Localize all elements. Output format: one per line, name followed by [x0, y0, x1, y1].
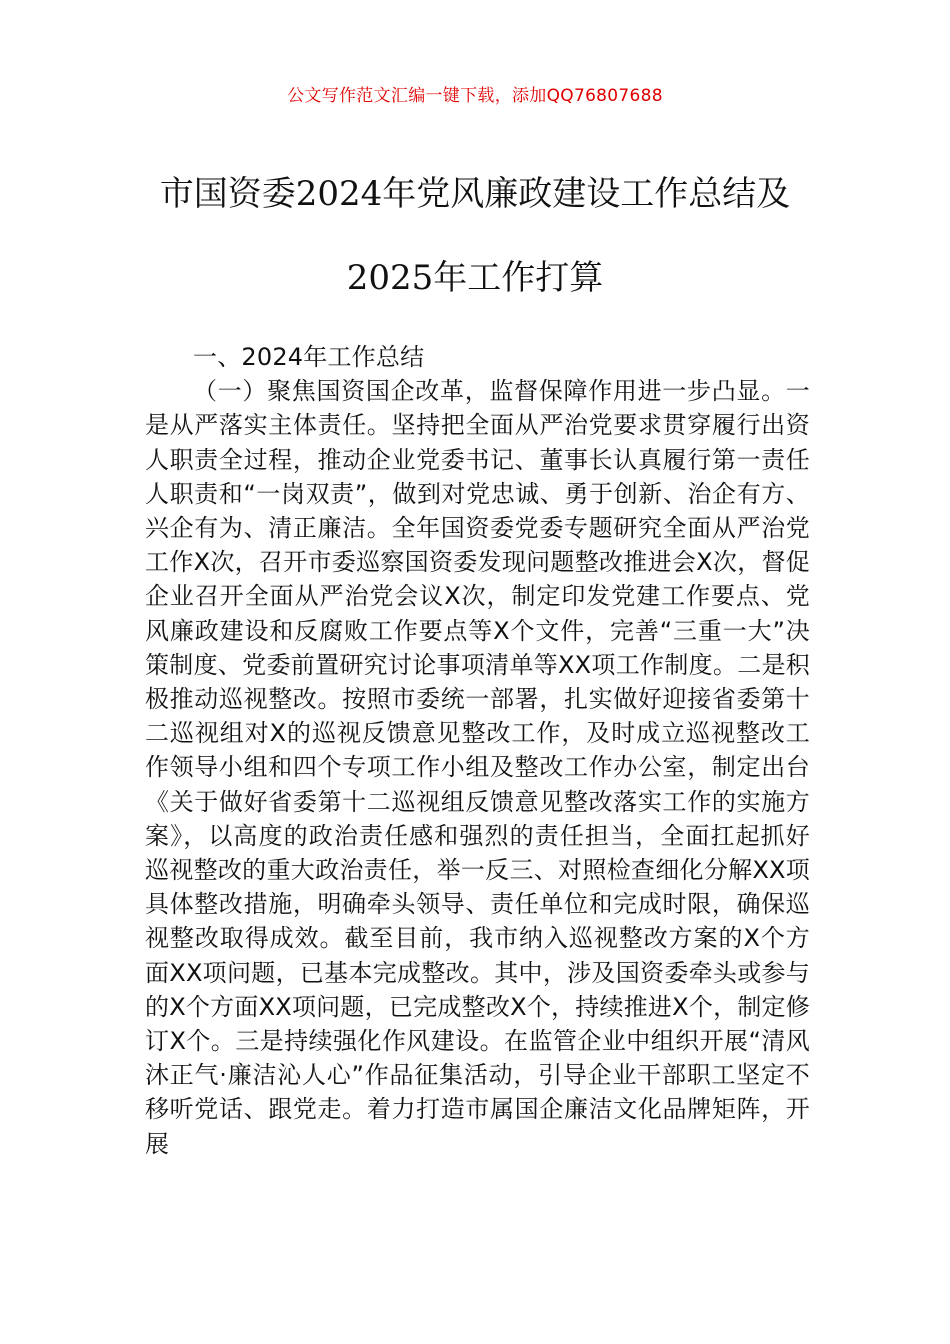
download-notice: 公文写作范文汇编一键下载，添加QQ76807688	[287, 86, 663, 106]
document-body	[145, 340, 810, 1161]
paragraph-state-reform-supervision: （一）聚焦国资国企改革，监督保障作用进一步凸显。一是从严落实主体责任。坚持把全面从严治党要求贯穿履行出资人职责全过程，推动企业党委书记、董事长认真履行第一责任人职责和“一岗双责”，做到对党忠诚、勇于创新、治企有方、兴企有为、清正廉洁。全年国资委党委专题研究全面从严治党工作X次，召开市委巡察国资委发现问题整改推进会X次，督促企业召开全面从严治党会议X次，制定印发党建工作要点、党风廉政建设和反腐败工作要点等X个文件，完善“三重一大”决策制度、党委前置研究讨论事项清单等XX项工作制度。二是积极推动巡视整改。按照市委统一部署，扎实做好迎接省委第十二巡视组对X的巡视反馈意见整改工作，及时成立巡视整改工作领导小组和四个专项工作小组及整改工作办公室，制定出台《关于做好省委第十二巡视组反馈意见整改落实工作的实施方案》，以高度的政治责任感和强烈的责任担当，全面扛起抓好巡视整改的重大政治责任，举一反三、对照检查细化分解XX项具体整改措施，明确牵头领导、责任单位和完成时限，确保巡视整改取得成效。截至目前，我市纳入巡视整改方案的X个方面XX项问题，已基本完成整改。其中，涉及国资委牵头或参与的X个方面XX项问题，已完成整改X个，持续推进X个，制定修订X个。三是持续强化作风建设。在监管企业中组织开展“清风沐正气·廉洁沁人心”作品征集活动，引导企业干部职工坚定不移听党话、跟党走。着力打造市属国企廉洁文化品牌矩阵，开展	[145, 377, 810, 1158]
document-title-line-1: 市国资委2024年党风廉政建设工作总结及	[159, 174, 791, 214]
document-title-line-2: 2025年工作打算	[346, 258, 604, 298]
section-heading-work-summary: 一、2024年工作总结	[193, 343, 425, 371]
document-title	[120, 152, 830, 320]
